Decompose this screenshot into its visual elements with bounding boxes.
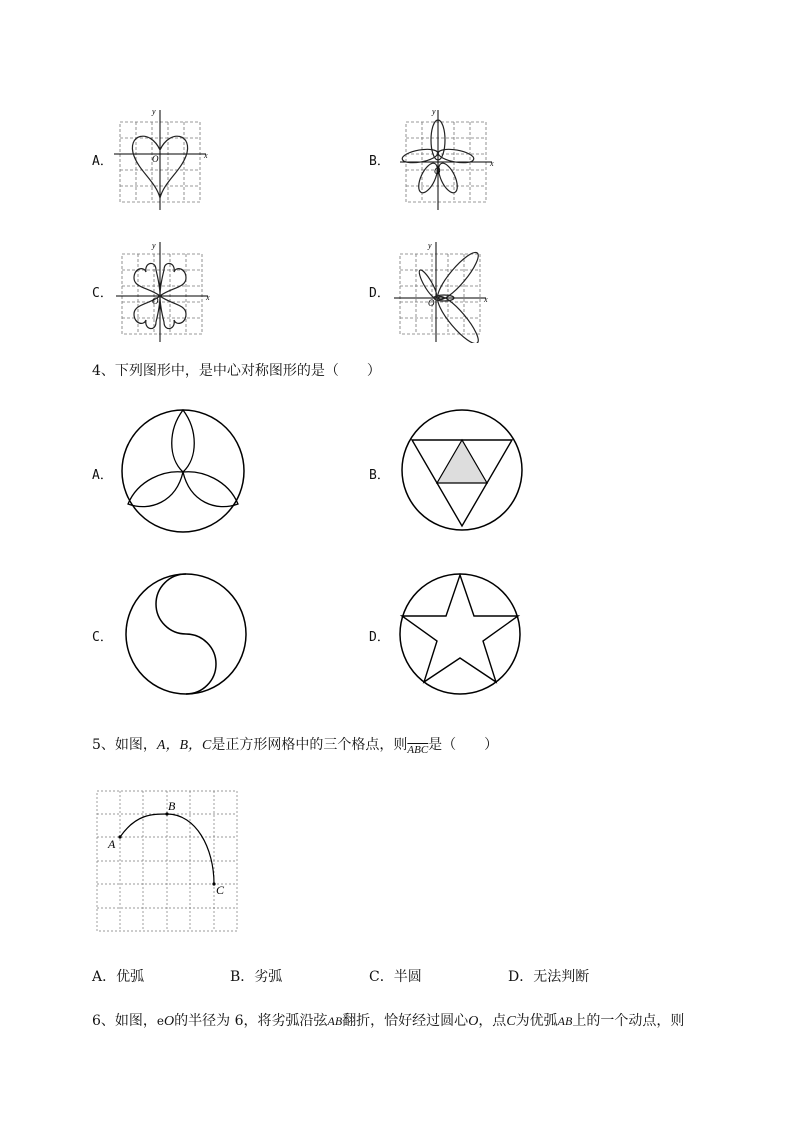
q4-option-d-label: D． (369, 630, 390, 645)
q3-option-a-label: A． (92, 154, 113, 169)
q4-question: 4、下列图形中，是中心对称图形的是（ ） (92, 363, 381, 379)
q3-option-a-figure (112, 106, 212, 211)
q6-o: O (164, 1014, 175, 1029)
q3-option-d-label: D． (369, 286, 390, 301)
x-axis-label: x (204, 151, 208, 160)
point-c-label: C (216, 883, 225, 897)
q5-option-b: B．劣弧 (230, 969, 283, 985)
q3-option-c-label: C． (92, 286, 113, 301)
q5-option-c: C．半圆 (369, 969, 422, 985)
q6-part1: 6、如图， (92, 1013, 157, 1029)
q6-part4: ，点 (478, 1013, 507, 1029)
origin-label: O (428, 298, 435, 308)
q3-option-c-figure (114, 238, 214, 343)
y-axis-label: y (432, 107, 436, 116)
origin-label: O (434, 166, 441, 176)
q5-suffix: 是（ ） (428, 737, 499, 753)
q4-option-b-label: B． (369, 468, 390, 483)
q6-part5: 为优弧 (515, 1013, 558, 1029)
point-a-label: A (108, 837, 116, 851)
q3-option-b-label: B． (369, 154, 390, 169)
q6-part2: 的半径为 6，将劣弧沿弦 (174, 1013, 328, 1029)
origin-label: O (152, 154, 159, 164)
q5-middle: 是正方形网格中的三个格点，则 (211, 737, 408, 753)
q5-arc-symbol: ABC (407, 744, 429, 756)
q6-ab: AB (327, 1014, 343, 1028)
q5-question (92, 734, 498, 754)
q4-option-b-figure (400, 408, 526, 534)
q4-option-a-figure (120, 408, 246, 534)
q6-circle-symbol: e (156, 1014, 165, 1028)
q5-prefix: 5、如图， (92, 737, 157, 753)
q6-part3: 翻折，恰好经过圆心 (342, 1013, 469, 1029)
q6-ab2: AB (557, 1014, 573, 1028)
origin-label: O (152, 296, 159, 306)
q4-option-c-label: C． (92, 630, 113, 645)
q3-option-b-figure (398, 106, 498, 211)
q6-question (92, 1010, 684, 1030)
q5-grid-figure (96, 790, 242, 936)
q6-part6: 上的一个动点，则 (572, 1013, 685, 1029)
q5-option-d: D．无法判断 (508, 969, 590, 985)
y-axis-label: y (428, 241, 432, 250)
q4-option-d-figure (398, 572, 524, 698)
y-axis-label: y (152, 107, 156, 116)
x-axis-label: x (490, 159, 494, 168)
x-axis-label: x (206, 293, 210, 302)
y-axis-label: y (152, 241, 156, 250)
q3-option-d-figure (392, 238, 492, 343)
q5-vars: A，B，C (156, 738, 212, 753)
point-b-label: B (168, 799, 176, 813)
q6-o2: O (468, 1014, 479, 1029)
q5-option-a: A．优弧 (92, 969, 145, 985)
q4-option-c-figure (124, 572, 250, 698)
q6-c: C (506, 1014, 516, 1029)
q4-option-a-label: A． (92, 468, 113, 483)
x-axis-label: x (484, 295, 488, 304)
